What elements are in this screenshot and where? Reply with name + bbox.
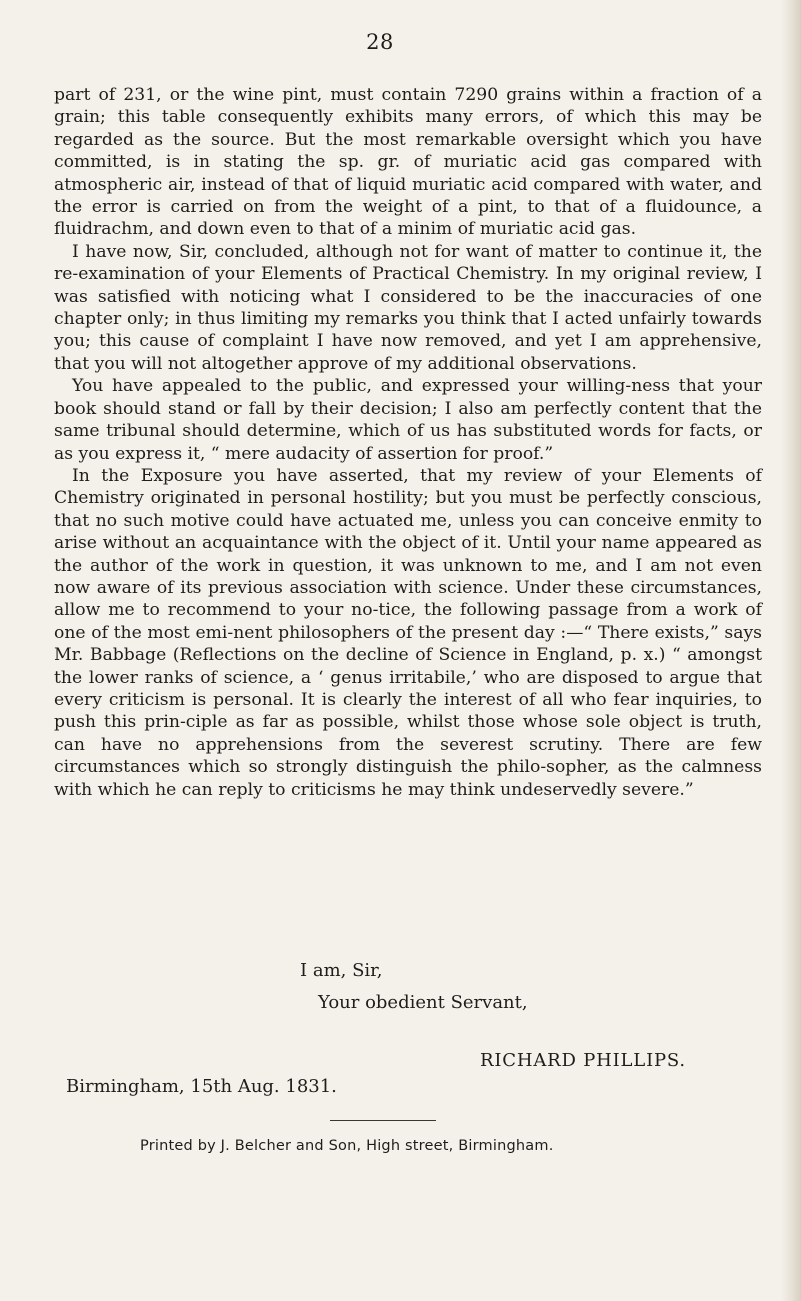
paragraph-2: I have now, Sir, concluded, although not for want of matter to continue it, the re-examination of your Elements of Practical Chemistry. In my original review, I was satisfied with noticing what I considered to be the inaccuracies of one chapter only; in thus limiting my remarks you think that I acted unfairly towards you; this cause of complaint I have now removed, and yet I am apprehensive, that you will not altogether approve of my additional observations.	[54, 241, 762, 374]
dateline: Birmingham, 15th Aug. 1831.	[66, 1076, 337, 1097]
paragraph-3: You have appealed to the public, and expressed your willing-ness that your book should stand or fall by their decision; I also am perfectly content that the same tribunal should determine, which of us has substituted words for facts, or as you express it, “ mere audacity of assertion for proof.”	[54, 376, 762, 464]
signature: RICHARD PHILLIPS.	[480, 1050, 686, 1071]
divider-rule	[330, 1120, 436, 1121]
body-text	[54, 84, 762, 801]
paragraph-1: part of 231, or the wine pint, must contain 7290 grains within a fraction of a grain; this table consequently exhibits many errors, of which this may be regarded as the source. But the most remarkable oversight which you have committed, is in stating the sp. gr. of muriatic acid gas compared with atmospheric air, instead of that of liquid muriatic acid compared with water, and the error is carried on from the weight of a pint, to that of a fluidounce, a fluidrachm, and down even to that of a minim of muriatic acid gas.	[54, 85, 762, 240]
page-edge-shadow	[781, 0, 801, 1301]
closing-servant: Your obedient Servant,	[318, 992, 528, 1013]
printer-imprint: Printed by J. Belcher and Son, High street, Birmingham.	[140, 1138, 554, 1154]
page-number: 28	[366, 30, 394, 54]
paragraph-4: In the Exposure you have asserted, that my review of your Elements of Chemistry originated in personal hostility; but you must be perfectly conscious, that no such motive could have actuated me, unless you can conceive enmity to arise without an acquaintance with the object of it. Until your name appeared as the author of the work in question, it was unknown to me, and I am not even now aware of its previous association with science. Under these circumstances, allow me to recommend to your no-tice, the following passage from a work of one of the most emi-nent philosophers of the present day :—“ There exists,” says Mr. Babbage (Reflections on the decline of Science in England, p. x.) “ amongst the lower ranks of science, a ‘ genus irritabile,’ who are disposed to argue that every criticism is personal. It is clearly the interest of all who fear inquiries, to push this prin-ciple as far as possible, whilst those whose sole object is truth, can have no apprehensions from the severest scrutiny. There are few circumstances which so strongly distinguish the philo-sopher, as the calmness with which he can reply to criticisms he may think undeservedly severe.”	[54, 465, 762, 800]
closing-salutation: I am, Sir,	[300, 960, 383, 981]
